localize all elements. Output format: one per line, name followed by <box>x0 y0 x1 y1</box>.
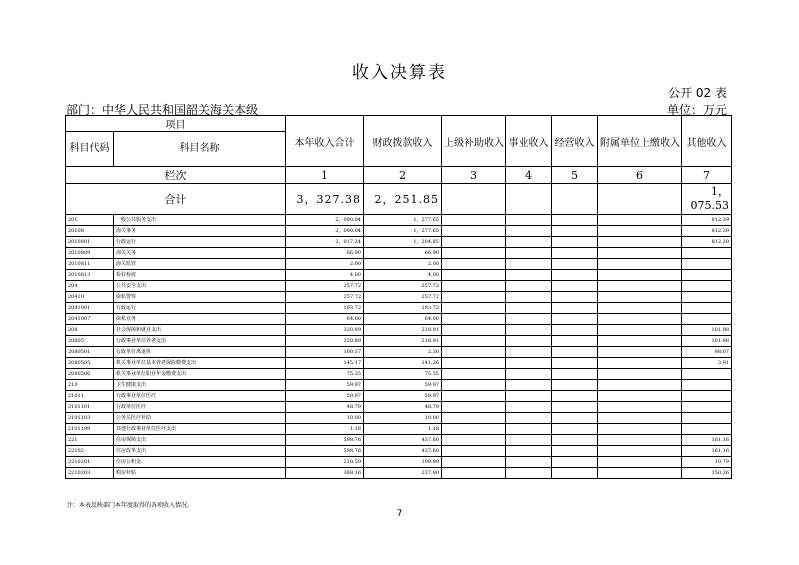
row-code: 2101103 <box>66 413 114 424</box>
row-business <box>506 237 552 248</box>
table-row <box>66 325 732 336</box>
row-affiliated <box>598 281 682 292</box>
row-affiliated <box>598 336 682 347</box>
row-income-total: 59.97 <box>286 391 364 402</box>
row-business <box>506 435 552 446</box>
row-other: 150.36 <box>682 468 732 479</box>
row-code: 201 <box>66 215 114 226</box>
row-fiscal: 1，204.85 <box>364 237 442 248</box>
row-superior <box>442 336 506 347</box>
row-superior <box>442 435 506 446</box>
table-row <box>66 457 732 468</box>
row-fiscal: 64.00 <box>364 314 442 325</box>
row-other: 10.79 <box>682 457 732 468</box>
row-other <box>682 391 732 402</box>
row-business <box>506 248 552 259</box>
row-fiscal: 59.97 <box>364 380 442 391</box>
table-row <box>66 336 732 347</box>
row-business <box>506 380 552 391</box>
row-other: 812.39 <box>682 237 732 248</box>
row-name: 行政单位医疗 <box>114 402 286 413</box>
header-col-total: 本年收入合计 <box>286 116 364 167</box>
header-col-superior: 上级补助收入 <box>442 116 506 167</box>
row-affiliated <box>598 259 682 270</box>
row-name: 公务员医疗补助 <box>114 413 286 424</box>
row-superior <box>442 391 506 402</box>
total-business <box>506 184 552 215</box>
column-number-row <box>66 167 732 184</box>
row-business <box>506 413 552 424</box>
row-other <box>682 259 732 270</box>
row-affiliated <box>598 391 682 402</box>
table-row <box>66 358 732 369</box>
row-other: 98.07 <box>682 347 732 358</box>
row-fiscal: 59.97 <box>364 391 442 402</box>
row-affiliated <box>598 215 682 226</box>
row-superior <box>442 270 506 281</box>
row-fiscal: 257.72 <box>364 292 442 303</box>
header-col-affiliated: 附属单位上缴收入 <box>598 116 682 167</box>
row-affiliated <box>598 457 682 468</box>
row-affiliated <box>598 303 682 314</box>
row-fiscal: 1.18 <box>364 424 442 435</box>
form-number: 公开 02 表 <box>668 86 727 100</box>
row-name: 机关事业单位职业年金缴费支出 <box>114 369 286 380</box>
row-other: 101.98 <box>682 336 732 347</box>
row-superior <box>442 314 506 325</box>
row-operating <box>552 325 598 336</box>
row-business <box>506 303 552 314</box>
row-name: 行政运行 <box>114 237 286 248</box>
column-number: 7 <box>682 167 732 184</box>
row-name: 检验检疫 <box>114 270 286 281</box>
table-row <box>66 226 732 237</box>
row-affiliated <box>598 435 682 446</box>
row-other: 812.39 <box>682 226 732 237</box>
row-other <box>682 314 732 325</box>
row-fiscal: 237.80 <box>364 468 442 479</box>
row-superior <box>442 446 506 457</box>
row-name: 机关事业单位基本养老保险缴费支出 <box>114 358 286 369</box>
table-row <box>66 402 732 413</box>
row-business <box>506 369 552 380</box>
row-affiliated <box>598 413 682 424</box>
row-name: 行政事业单位养老支出 <box>114 336 286 347</box>
row-other <box>682 281 732 292</box>
row-affiliated <box>598 237 682 248</box>
row-income-total: 257.72 <box>286 292 364 303</box>
total-fiscal: 2，251.85 <box>364 184 442 215</box>
row-operating <box>552 259 598 270</box>
table-row <box>66 435 732 446</box>
row-operating <box>552 413 598 424</box>
row-name: 海关监管 <box>114 259 286 270</box>
row-affiliated <box>598 325 682 336</box>
row-operating <box>552 457 598 468</box>
row-superior <box>442 248 506 259</box>
row-operating <box>552 347 598 358</box>
row-other <box>682 303 732 314</box>
row-business <box>506 347 552 358</box>
row-fiscal: 75.35 <box>364 369 442 380</box>
table-note: 注：本表反映部门本年度取得的各项收入情况。 <box>67 502 194 509</box>
row-superior <box>442 226 506 237</box>
row-superior <box>442 237 506 248</box>
row-fiscal: 1，277.65 <box>364 226 442 237</box>
income-table <box>65 115 732 479</box>
row-income-total: 10.00 <box>286 413 364 424</box>
row-other: 3.91 <box>682 358 732 369</box>
row-fiscal: 218.91 <box>364 325 442 336</box>
row-operating <box>552 336 598 347</box>
row-fiscal: 437.60 <box>364 446 442 457</box>
row-superior <box>442 424 506 435</box>
row-income-total: 64.00 <box>286 314 364 325</box>
row-operating <box>552 402 598 413</box>
row-income-total: 320.89 <box>286 336 364 347</box>
row-name: 缉私业务 <box>114 314 286 325</box>
row-business <box>506 270 552 281</box>
row-name: 其他行政事业单位医疗支出 <box>114 424 286 435</box>
row-other <box>682 413 732 424</box>
row-superior <box>442 215 506 226</box>
row-other <box>682 402 732 413</box>
header-item: 项目 <box>66 116 286 132</box>
row-name: 海关事务 <box>114 226 286 237</box>
table-row <box>66 270 732 281</box>
row-name: 住房保障支出 <box>114 435 286 446</box>
row-code: 2010801 <box>66 237 114 248</box>
table-row <box>66 369 732 380</box>
row-fiscal: 193.72 <box>364 303 442 314</box>
row-affiliated <box>598 468 682 479</box>
table-row <box>66 281 732 292</box>
row-affiliated <box>598 314 682 325</box>
row-name: 公共安全支出 <box>114 281 286 292</box>
row-fiscal: 66.90 <box>364 248 442 259</box>
row-operating <box>552 369 598 380</box>
row-other <box>682 369 732 380</box>
row-fiscal: 218.91 <box>364 336 442 347</box>
row-affiliated <box>598 248 682 259</box>
row-superior <box>442 281 506 292</box>
page-number: 7 <box>396 509 403 519</box>
row-superior <box>442 259 506 270</box>
header-col-fiscal: 财政拨款收入 <box>364 116 442 167</box>
header-col-operating: 经营收入 <box>552 116 598 167</box>
row-other: 812.39 <box>682 215 732 226</box>
row-business <box>506 259 552 270</box>
table-row <box>66 303 732 314</box>
row-name: 购房补贴 <box>114 468 286 479</box>
column-number: 4 <box>506 167 552 184</box>
row-affiliated <box>598 402 682 413</box>
row-code: 2080506 <box>66 369 114 380</box>
table-row <box>66 424 732 435</box>
row-other <box>682 380 732 391</box>
row-income-total: 598.76 <box>286 446 364 457</box>
header-name: 科目名称 <box>114 132 286 167</box>
row-income-total: 59.97 <box>286 380 364 391</box>
row-income-total: 193.72 <box>286 303 364 314</box>
row-superior <box>442 369 506 380</box>
row-operating <box>552 248 598 259</box>
row-superior <box>442 325 506 336</box>
table-row <box>66 237 732 248</box>
row-operating <box>552 446 598 457</box>
row-income-total: 598.76 <box>286 435 364 446</box>
row-business <box>506 215 552 226</box>
report-title: 收入决算表 <box>352 63 447 83</box>
row-operating <box>552 270 598 281</box>
row-other <box>682 292 732 303</box>
total-affiliated <box>598 184 682 215</box>
table-row <box>66 259 732 270</box>
row-business <box>506 358 552 369</box>
row-business <box>506 226 552 237</box>
total-superior <box>442 184 506 215</box>
unit-label: 单位：万元 <box>666 103 727 117</box>
header-row-item <box>66 116 732 132</box>
row-operating <box>552 380 598 391</box>
row-other <box>682 270 732 281</box>
row-operating <box>552 468 598 479</box>
department-label: 部门：中华人民共和国韶关海关本级 <box>66 103 259 117</box>
row-operating <box>552 237 598 248</box>
column-number: 5 <box>552 167 598 184</box>
row-code: 2010813 <box>66 270 114 281</box>
row-superior <box>442 358 506 369</box>
row-superior <box>442 380 506 391</box>
row-name: 一般公共服务支出 <box>114 215 286 226</box>
row-income-total: 66.90 <box>286 248 364 259</box>
row-business <box>506 402 552 413</box>
column-number: 6 <box>598 167 682 184</box>
row-name: 行政运行 <box>114 303 286 314</box>
row-code: 2210203 <box>66 468 114 479</box>
row-affiliated <box>598 446 682 457</box>
row-income-total: 2，090.04 <box>286 226 364 237</box>
total-label: 合计 <box>66 184 286 215</box>
row-operating <box>552 391 598 402</box>
row-business <box>506 292 552 303</box>
row-superior <box>442 457 506 468</box>
row-code: 2101199 <box>66 424 114 435</box>
row-affiliated <box>598 369 682 380</box>
row-superior <box>442 303 506 314</box>
header-col-other: 其他收入 <box>682 116 732 167</box>
row-code: 2010809 <box>66 248 114 259</box>
row-code: 2080505 <box>66 358 114 369</box>
row-code: 208 <box>66 325 114 336</box>
column-number: 3 <box>442 167 506 184</box>
row-other <box>682 248 732 259</box>
row-other: 161.16 <box>682 446 732 457</box>
row-fiscal: 437.60 <box>364 435 442 446</box>
row-fiscal: 141.26 <box>364 358 442 369</box>
table-row <box>66 446 732 457</box>
row-code: 210 <box>66 380 114 391</box>
row-fiscal: 4.00 <box>364 270 442 281</box>
row-income-total: 210.59 <box>286 457 364 468</box>
row-fiscal: 2.30 <box>364 347 442 358</box>
row-income-total: 145.17 <box>286 358 364 369</box>
column-number: 1 <box>286 167 364 184</box>
row-affiliated <box>598 292 682 303</box>
row-code: 21011 <box>66 391 114 402</box>
row-operating <box>552 215 598 226</box>
row-fiscal: 10.00 <box>364 413 442 424</box>
total-other: 1，075.53 <box>682 184 732 215</box>
row-code: 221 <box>66 435 114 446</box>
row-code: 2010811 <box>66 259 114 270</box>
row-income-total: 320.89 <box>286 325 364 336</box>
row-name: 社会保障和就业支出 <box>114 325 286 336</box>
row-fiscal: 199.80 <box>364 457 442 468</box>
row-business <box>506 424 552 435</box>
total-row <box>66 184 732 215</box>
column-number: 2 <box>364 167 442 184</box>
row-name: 卫生健康支出 <box>114 380 286 391</box>
row-code: 2041001 <box>66 303 114 314</box>
row-operating <box>552 226 598 237</box>
row-income-total: 2，017.24 <box>286 237 364 248</box>
row-name: 海关关务 <box>114 248 286 259</box>
row-code: 2210201 <box>66 457 114 468</box>
table-row <box>66 248 732 259</box>
row-code: 2041007 <box>66 314 114 325</box>
row-affiliated <box>598 226 682 237</box>
row-fiscal: 1，277.65 <box>364 215 442 226</box>
row-income-total: 2，090.04 <box>286 215 364 226</box>
row-business <box>506 391 552 402</box>
table-row <box>66 347 732 358</box>
row-business <box>506 325 552 336</box>
row-superior <box>442 413 506 424</box>
row-fiscal: 2.00 <box>364 259 442 270</box>
row-operating <box>552 281 598 292</box>
table-row <box>66 292 732 303</box>
row-other <box>682 424 732 435</box>
total-income: 3，327.38 <box>286 184 364 215</box>
table-row <box>66 380 732 391</box>
row-income-total: 257.72 <box>286 281 364 292</box>
row-name: 缉私警察 <box>114 292 286 303</box>
row-superior <box>442 468 506 479</box>
row-income-total: 1.18 <box>286 424 364 435</box>
row-operating <box>552 303 598 314</box>
row-income-total: 48.79 <box>286 402 364 413</box>
row-code: 204 <box>66 281 114 292</box>
row-code: 22102 <box>66 446 114 457</box>
row-superior <box>442 402 506 413</box>
row-fiscal: 257.72 <box>364 281 442 292</box>
table-row <box>66 468 732 479</box>
row-other: 101.98 <box>682 325 732 336</box>
row-business <box>506 281 552 292</box>
row-other: 161.16 <box>682 435 732 446</box>
row-operating <box>552 358 598 369</box>
row-code: 2080501 <box>66 347 114 358</box>
total-operating <box>552 184 598 215</box>
row-business <box>506 314 552 325</box>
row-code: 20108 <box>66 226 114 237</box>
row-affiliated <box>598 270 682 281</box>
row-superior <box>442 292 506 303</box>
row-income-total: 100.37 <box>286 347 364 358</box>
row-income-total: 388.16 <box>286 468 364 479</box>
row-business <box>506 336 552 347</box>
row-code: 20410 <box>66 292 114 303</box>
row-affiliated <box>598 358 682 369</box>
row-operating <box>552 314 598 325</box>
row-income-total: 75.35 <box>286 369 364 380</box>
row-name: 住房改革支出 <box>114 446 286 457</box>
table-row <box>66 314 732 325</box>
row-affiliated <box>598 424 682 435</box>
table-body <box>66 116 732 479</box>
column-number-label: 栏次 <box>66 167 286 184</box>
row-operating <box>552 435 598 446</box>
row-name: 行政事业单位医疗 <box>114 391 286 402</box>
row-fiscal: 48.79 <box>364 402 442 413</box>
row-business <box>506 468 552 479</box>
table-row <box>66 413 732 424</box>
header-code: 科目代码 <box>66 132 114 167</box>
header-col-business: 事业收入 <box>506 116 552 167</box>
row-business <box>506 446 552 457</box>
row-superior <box>442 347 506 358</box>
row-affiliated <box>598 380 682 391</box>
row-operating <box>552 424 598 435</box>
row-name: 住房公积金 <box>114 457 286 468</box>
row-code: 20805 <box>66 336 114 347</box>
row-operating <box>552 292 598 303</box>
row-business <box>506 457 552 468</box>
table-row <box>66 391 732 402</box>
row-name: 行政单位离退休 <box>114 347 286 358</box>
row-affiliated <box>598 347 682 358</box>
row-income-total: 4.00 <box>286 270 364 281</box>
row-code: 2101101 <box>66 402 114 413</box>
table-row <box>66 215 732 226</box>
row-income-total: 2.00 <box>286 259 364 270</box>
